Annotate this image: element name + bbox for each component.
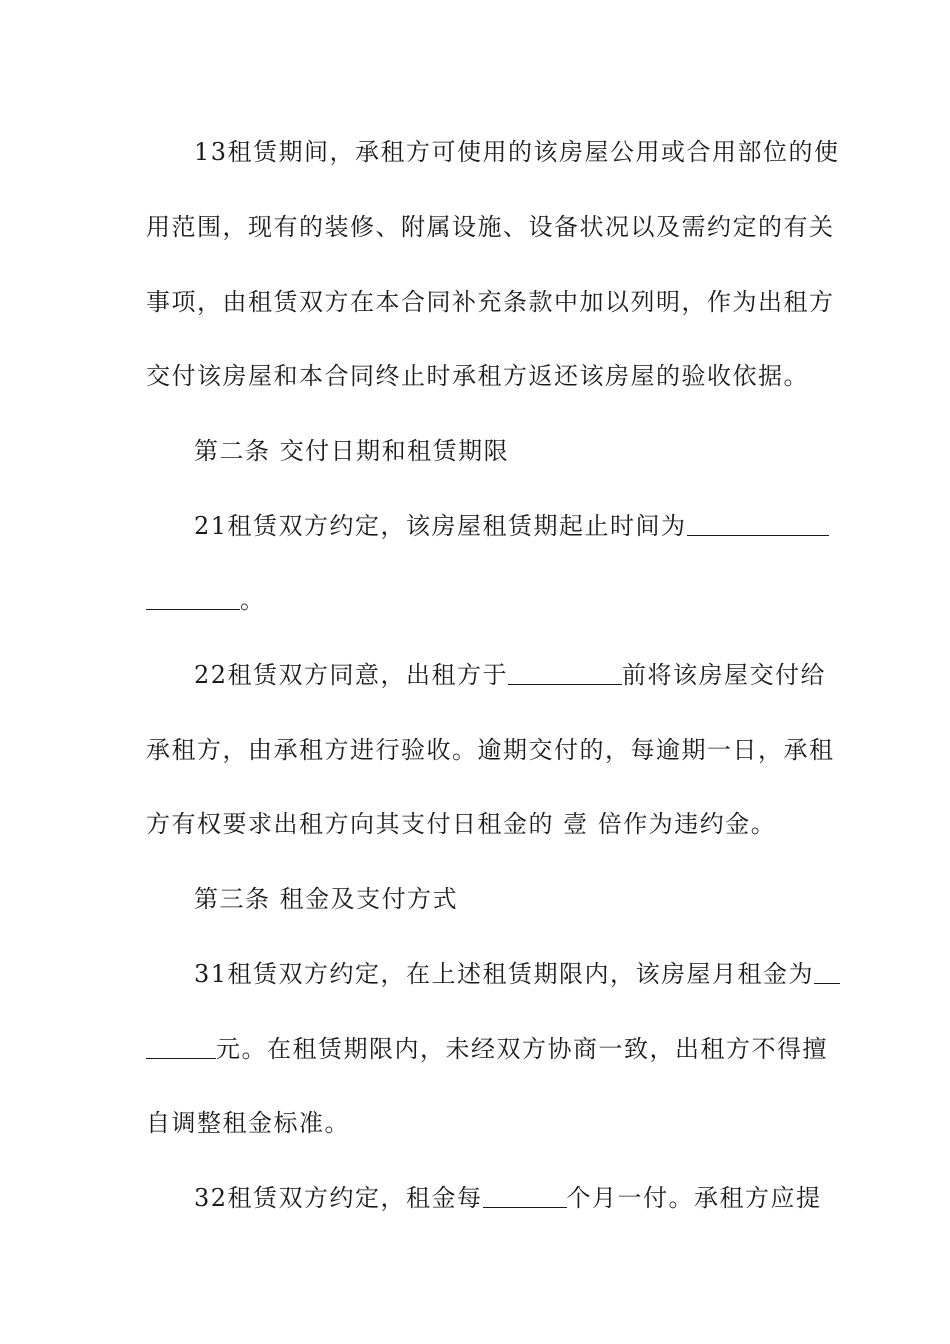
- fill-in-blank: [508, 662, 622, 685]
- text: 22租赁双方同意，出租方于: [194, 661, 509, 689]
- paragraph-2-2-line-3: [146, 808, 776, 840]
- fill-in-blank: [687, 513, 829, 536]
- text: 用范围，现有的装修、附属设施、设备状况以及需约定的有关: [146, 213, 835, 241]
- heading-text: 第二条 交付日期和租赁期限: [194, 437, 510, 465]
- text: 方有权要求出租方向其支付日租金的 壹 倍作为违约金。: [146, 810, 777, 838]
- text: 13租赁期间，承租方可使用的该房屋公用或合用部位的使: [194, 138, 840, 166]
- text: 32租赁双方约定，租金每: [194, 1184, 483, 1212]
- text: 交付该房屋和本合同终止时承租方返还该房屋的验收依据。: [146, 362, 809, 390]
- paragraph-2-2-line-2: [146, 734, 835, 766]
- text: 事项，由租赁双方在本合同补充条款中加以列明，作为出租方: [146, 288, 835, 316]
- heading-text: 第三条 租金及支付方式: [194, 885, 459, 913]
- paragraph-1-3-line-3: [146, 286, 835, 318]
- text: 承租方，由承租方进行验收。逾期交付的，每逾期一日，承租: [146, 736, 835, 764]
- text: 个月一付。承租方应提: [566, 1184, 822, 1212]
- paragraph-2-2-line-1: [194, 659, 826, 691]
- paragraph-1-3-line-4: [146, 360, 809, 392]
- fill-in-blank: [483, 1185, 567, 1208]
- paragraph-3-1-line-2: [146, 1033, 828, 1065]
- section-heading-article-2: [194, 435, 509, 467]
- text: 自调整租金标准。: [146, 1109, 350, 1137]
- paragraph-2-1-line-1: [194, 510, 829, 542]
- paragraph-1-3-line-1: [194, 136, 840, 168]
- text: 。: [240, 586, 266, 614]
- fill-in-blank: [146, 1036, 216, 1059]
- paragraph-2-1-line-2: [146, 584, 266, 616]
- section-heading-article-3: [194, 883, 458, 915]
- text: 21租赁双方约定，该房屋租赁期起止时间为: [194, 512, 687, 540]
- paragraph-3-1-line-1: [194, 958, 840, 990]
- paragraph-1-3-line-2: [146, 211, 835, 243]
- text: 元。在租赁期限内，未经双方协商一致，出租方不得擅: [216, 1035, 828, 1063]
- paragraph-3-2-line-1: [194, 1182, 822, 1214]
- paragraph-3-1-line-3: [146, 1107, 350, 1139]
- text: 前将该房屋交付给: [622, 661, 827, 689]
- text: 31租赁双方约定，在上述租赁期限内，该房屋月租金为: [194, 960, 815, 988]
- fill-in-blank: [814, 961, 840, 984]
- fill-in-blank: [146, 587, 240, 610]
